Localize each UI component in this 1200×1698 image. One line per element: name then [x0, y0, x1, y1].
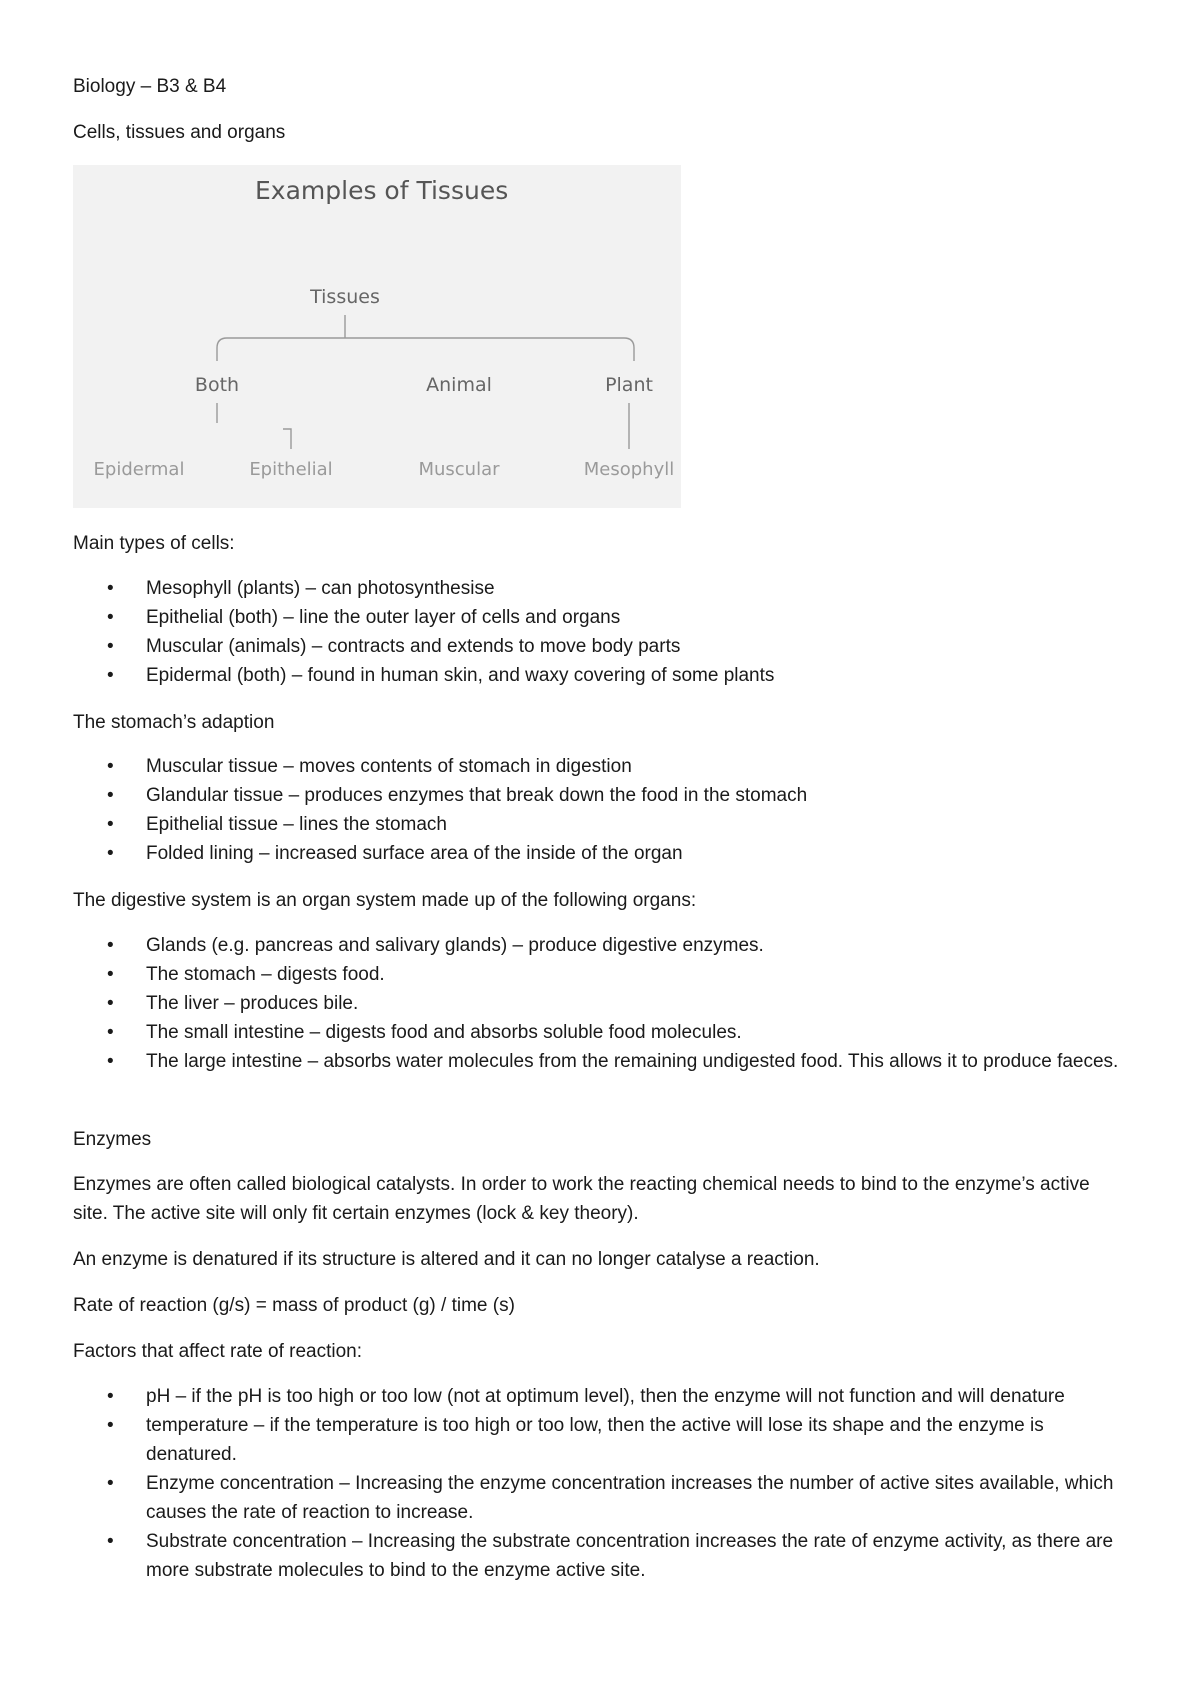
- list-item: • Glands (e.g. pancreas and salivary glands) – produce digestive enzymes.: [73, 931, 1133, 960]
- list-item: • The stomach – digests food.: [73, 960, 1133, 989]
- rate-formula: Rate of reaction (g/s) = mass of product (g) / time (s): [73, 1295, 515, 1316]
- diagram-title: Examples of Tissues: [255, 176, 509, 205]
- diagram-leaf-mesophyll: Mesophyll: [583, 459, 675, 480]
- list-item: • Muscular (animals) – contracts and extends to move body parts: [73, 632, 1133, 661]
- diagram-leaf-epithelial: Epithelial: [249, 459, 333, 480]
- list-item: • Mesophyll (plants) – can photosynthesise: [73, 574, 1133, 603]
- diagram-root-node: Tissues: [310, 286, 380, 308]
- diagram-branch-both: Both: [194, 374, 240, 396]
- list-item: • Epithelial tissue – lines the stomach: [73, 810, 1133, 839]
- list-item: • Enzyme concentration – Increasing the enzyme concentration increases the number of active sites available, which causes the rate of reaction to increase.: [73, 1469, 1133, 1527]
- main-types-heading: Main types of cells:: [73, 533, 235, 554]
- diagram-branch-animal: Animal: [426, 374, 492, 396]
- enzymes-heading: Enzymes: [73, 1129, 152, 1150]
- list-item: • The liver – produces bile.: [73, 989, 1133, 1018]
- list-item: • Epidermal (both) – found in human skin, and waxy covering of some plants: [73, 661, 1133, 690]
- enzymes-denatured-paragraph: An enzyme is denatured if its structure is altered and it can no longer catalyse a reaction.: [73, 1249, 820, 1270]
- diagram-leaf-epidermal: Epidermal: [93, 459, 185, 480]
- list-item: • The large intestine – absorbs water molecules from the remaining undigested food. This allows it to produce faeces.: [73, 1047, 1133, 1076]
- list-item: • Glandular tissue – produces enzymes that break down the food in the stomach: [73, 781, 1133, 810]
- stomach-list: [73, 752, 1133, 868]
- section-heading-cells: Cells, tissues and organs: [73, 122, 286, 143]
- digestive-list: [73, 931, 1133, 1076]
- list-item: • Folded lining – increased surface area of the inside of the organ: [73, 839, 1133, 868]
- list-item: • temperature – if the temperature is too high or too low, then the active will lose its shape and the enzyme is denatured.: [73, 1411, 1133, 1469]
- enzymes-paragraph: Enzymes are often called biological catalysts. In order to work the reacting chemical needs to bind to the enzyme’s active site. The active site will only fit certain enzymes (lock & key theory).: [73, 1174, 1090, 1224]
- factors-heading: Factors that affect rate of reaction:: [73, 1341, 363, 1362]
- main-types-list: [73, 574, 1133, 690]
- document-heading: Biology – B3 & B4: [73, 76, 227, 97]
- diagram-leaf-muscular: Muscular: [418, 459, 500, 480]
- diagram-branch-plant: Plant: [605, 374, 653, 396]
- list-item: • The small intestine – digests food and absorbs soluble food molecules.: [73, 1018, 1133, 1047]
- list-item: • Epithelial (both) – line the outer layer of cells and organs: [73, 603, 1133, 632]
- stomach-heading: The stomach’s adaption: [73, 712, 275, 733]
- digestive-heading: The digestive system is an organ system made up of the following organs:: [73, 890, 697, 911]
- list-item: • Muscular tissue – moves contents of stomach in digestion: [73, 752, 1133, 781]
- list-item: • Substrate concentration – Increasing the substrate concentration increases the rate of enzyme activity, as there are more substrate molecules to bind to the enzyme active site.: [73, 1527, 1133, 1585]
- factors-list: [73, 1382, 1133, 1585]
- document-body: [73, 0, 1133, 1698]
- list-item: • pH – if the pH is too high or too low (not at optimum level), then the enzyme will not function and will denature: [73, 1382, 1133, 1411]
